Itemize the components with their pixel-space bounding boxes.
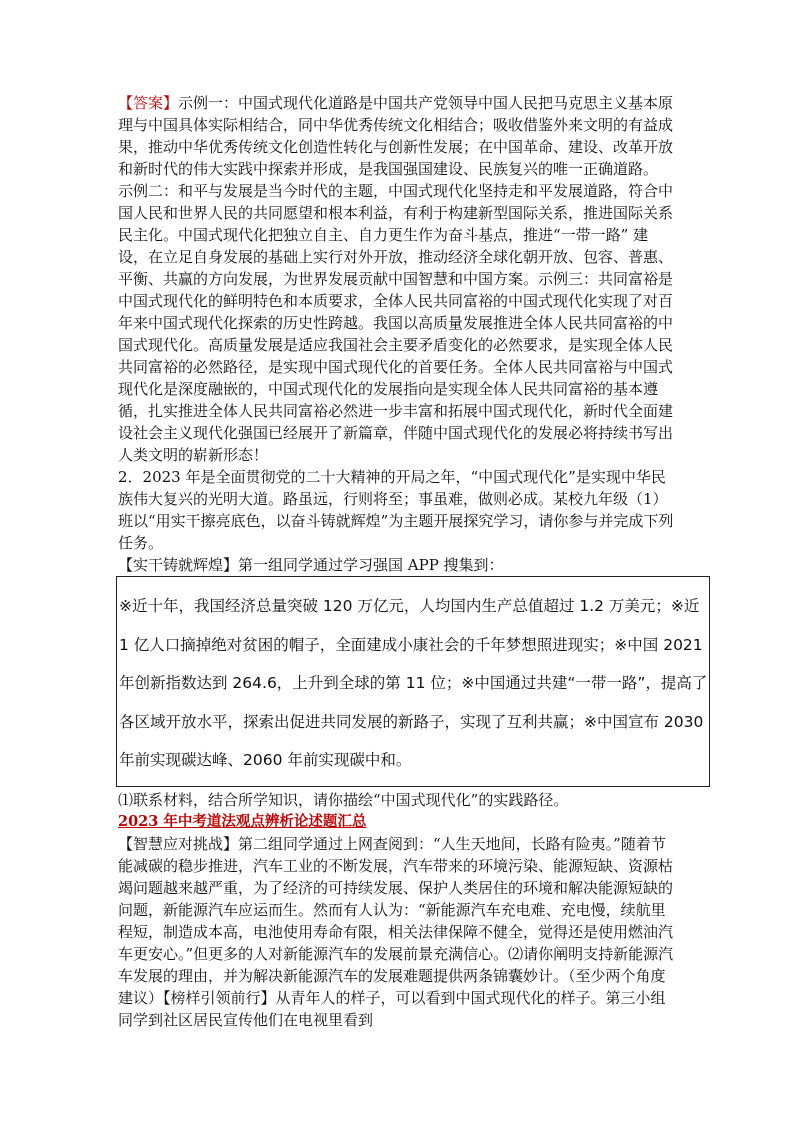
answer-text: 示例一：中国式现代化道路是中国共产党领导中国人民把马克思主义基本原理与中国具体实际相结合，同中华优秀传统文化相结合；吸收借鉴外来文明的有益成果，推动中华优秀传统文化创造性转化与创新性发展；在中国革命、建设、改革开放和新时代的伟大实践中探索并形成，是我国强国建设、民族复兴的唯一正确道路。 示例二：和平与发展是当今时代的主题，中国式现代化坚持走和平发展道路，符合中国人民和世界人民的共同愿望和根本利益，有利于构建新型国际关系，推进国际关系民主化。中国式现代化把独立自主、自力更生作为奋斗基点，推进“一带一路” 建设，在立足自身发展的基础上实行对外开放，推动经济全球化朝开放、包容、普惠、平衡、共赢的方向发展，为世界发展贡献中国智慧和中国方案。示例三：共同富裕是中国式现代化的鲜明特色和本质要求，全体人民共同富裕的中国式现代化实现了对百年来中国式现代化探索的历史性跨越。我国以高质量发展推进全体人民共同富裕的中国式现代化。高质量发展是适应我国社会主要矛盾变化的必然要求，是实现全体人民共同富裕的必然路径，是实现中国式现代化的首要任务。全体人民共同富裕与中国式现代化是深度融嵌的，中国式现代化的发展指向是实现全体人民共同富裕的基本遵循，扎实推进全体人民共同富裕必然进一步丰富和拓展中国式现代化，新时代全面建设社会主义现代化强国已经展开了新篇章，伴随中国式现代化的发展必将持续书写出人类文明的崭新形态！ bbox=[118, 94, 674, 464]
answer-paragraph bbox=[118, 92, 678, 466]
task-2-paragraph: 【智慧应对挑战】第二组同学通过上网查阅到：“人生天地间，长路有险夷。”随着节能减碳的稳步推进，汽车工业的不断发展，汽车带来的环境污染、能源短缺、资源枯竭问题越来越严重，为了经济的可持续发展、保护人类居住的环境和解决能源短缺的问题，新能源汽车应运而生。然而有人认为：“新能源汽车充电难、充电慢，续航里程短，制造成本高，电池使用寿命有限，相关法律保障不健全，觉得还是使用燃油汽车更安心。”但更多的人对新能源汽车的发展前景充满信心。⑵请你阐明支持新能源汽车发展的理由，并为解决新能源汽车的发展难题提供两条锦囊妙计。（至少两个角度建议）【榜样引领前行】从青年人的样子，可以看到中国式现代化的样子。第三小组同学到社区居民宣传他们在电视里看到 bbox=[118, 834, 674, 1029]
material-box bbox=[116, 576, 710, 787]
red-heading-link[interactable]: 2023 年中考道法观点辨析论述题汇总 bbox=[118, 812, 367, 830]
question-2-intro: 2．2023 年是全面贯彻党的二十大精神的开局之年，“中国式现代化”是实现中华民族伟大复兴的光明大道。路虽远，行则将至；事虽难，做则必成。某校九年级（1）班以“用实干擦亮底色，以奋斗铸就辉煌”为主题开展探究学习，请你参与并完成下列任务。 bbox=[118, 468, 674, 552]
answer-label: 【答案】 bbox=[118, 94, 179, 112]
sub-question-1: ⑴联系材料，结合所学知识，请你描绘“中国式现代化”的实践路径。 bbox=[118, 790, 569, 809]
material-box-text: ※近十年，我国经济总量突破 120 万亿元，人均国内生产总值超过 1.2 万美元；※近 1 亿人口摘掉绝对贫困的帽子，全面建成小康社会的千年梦想照进现实；※中国 2021 年创新指数达到 264.6，上升到全球的第 11 位；※中国通过共建“一带一路”，提高了各区域开放水平，探索出促进共同发展的新路子，实现了互利共赢；※中国宣布 2030 年前实现碳达峰、2060 年前实现碳中和。 bbox=[119, 597, 708, 769]
document-page bbox=[118, 92, 708, 1031]
task-1-lead: 【实干铸就辉煌】第一组同学通过学习强国 APP 搜集到： bbox=[118, 556, 504, 574]
